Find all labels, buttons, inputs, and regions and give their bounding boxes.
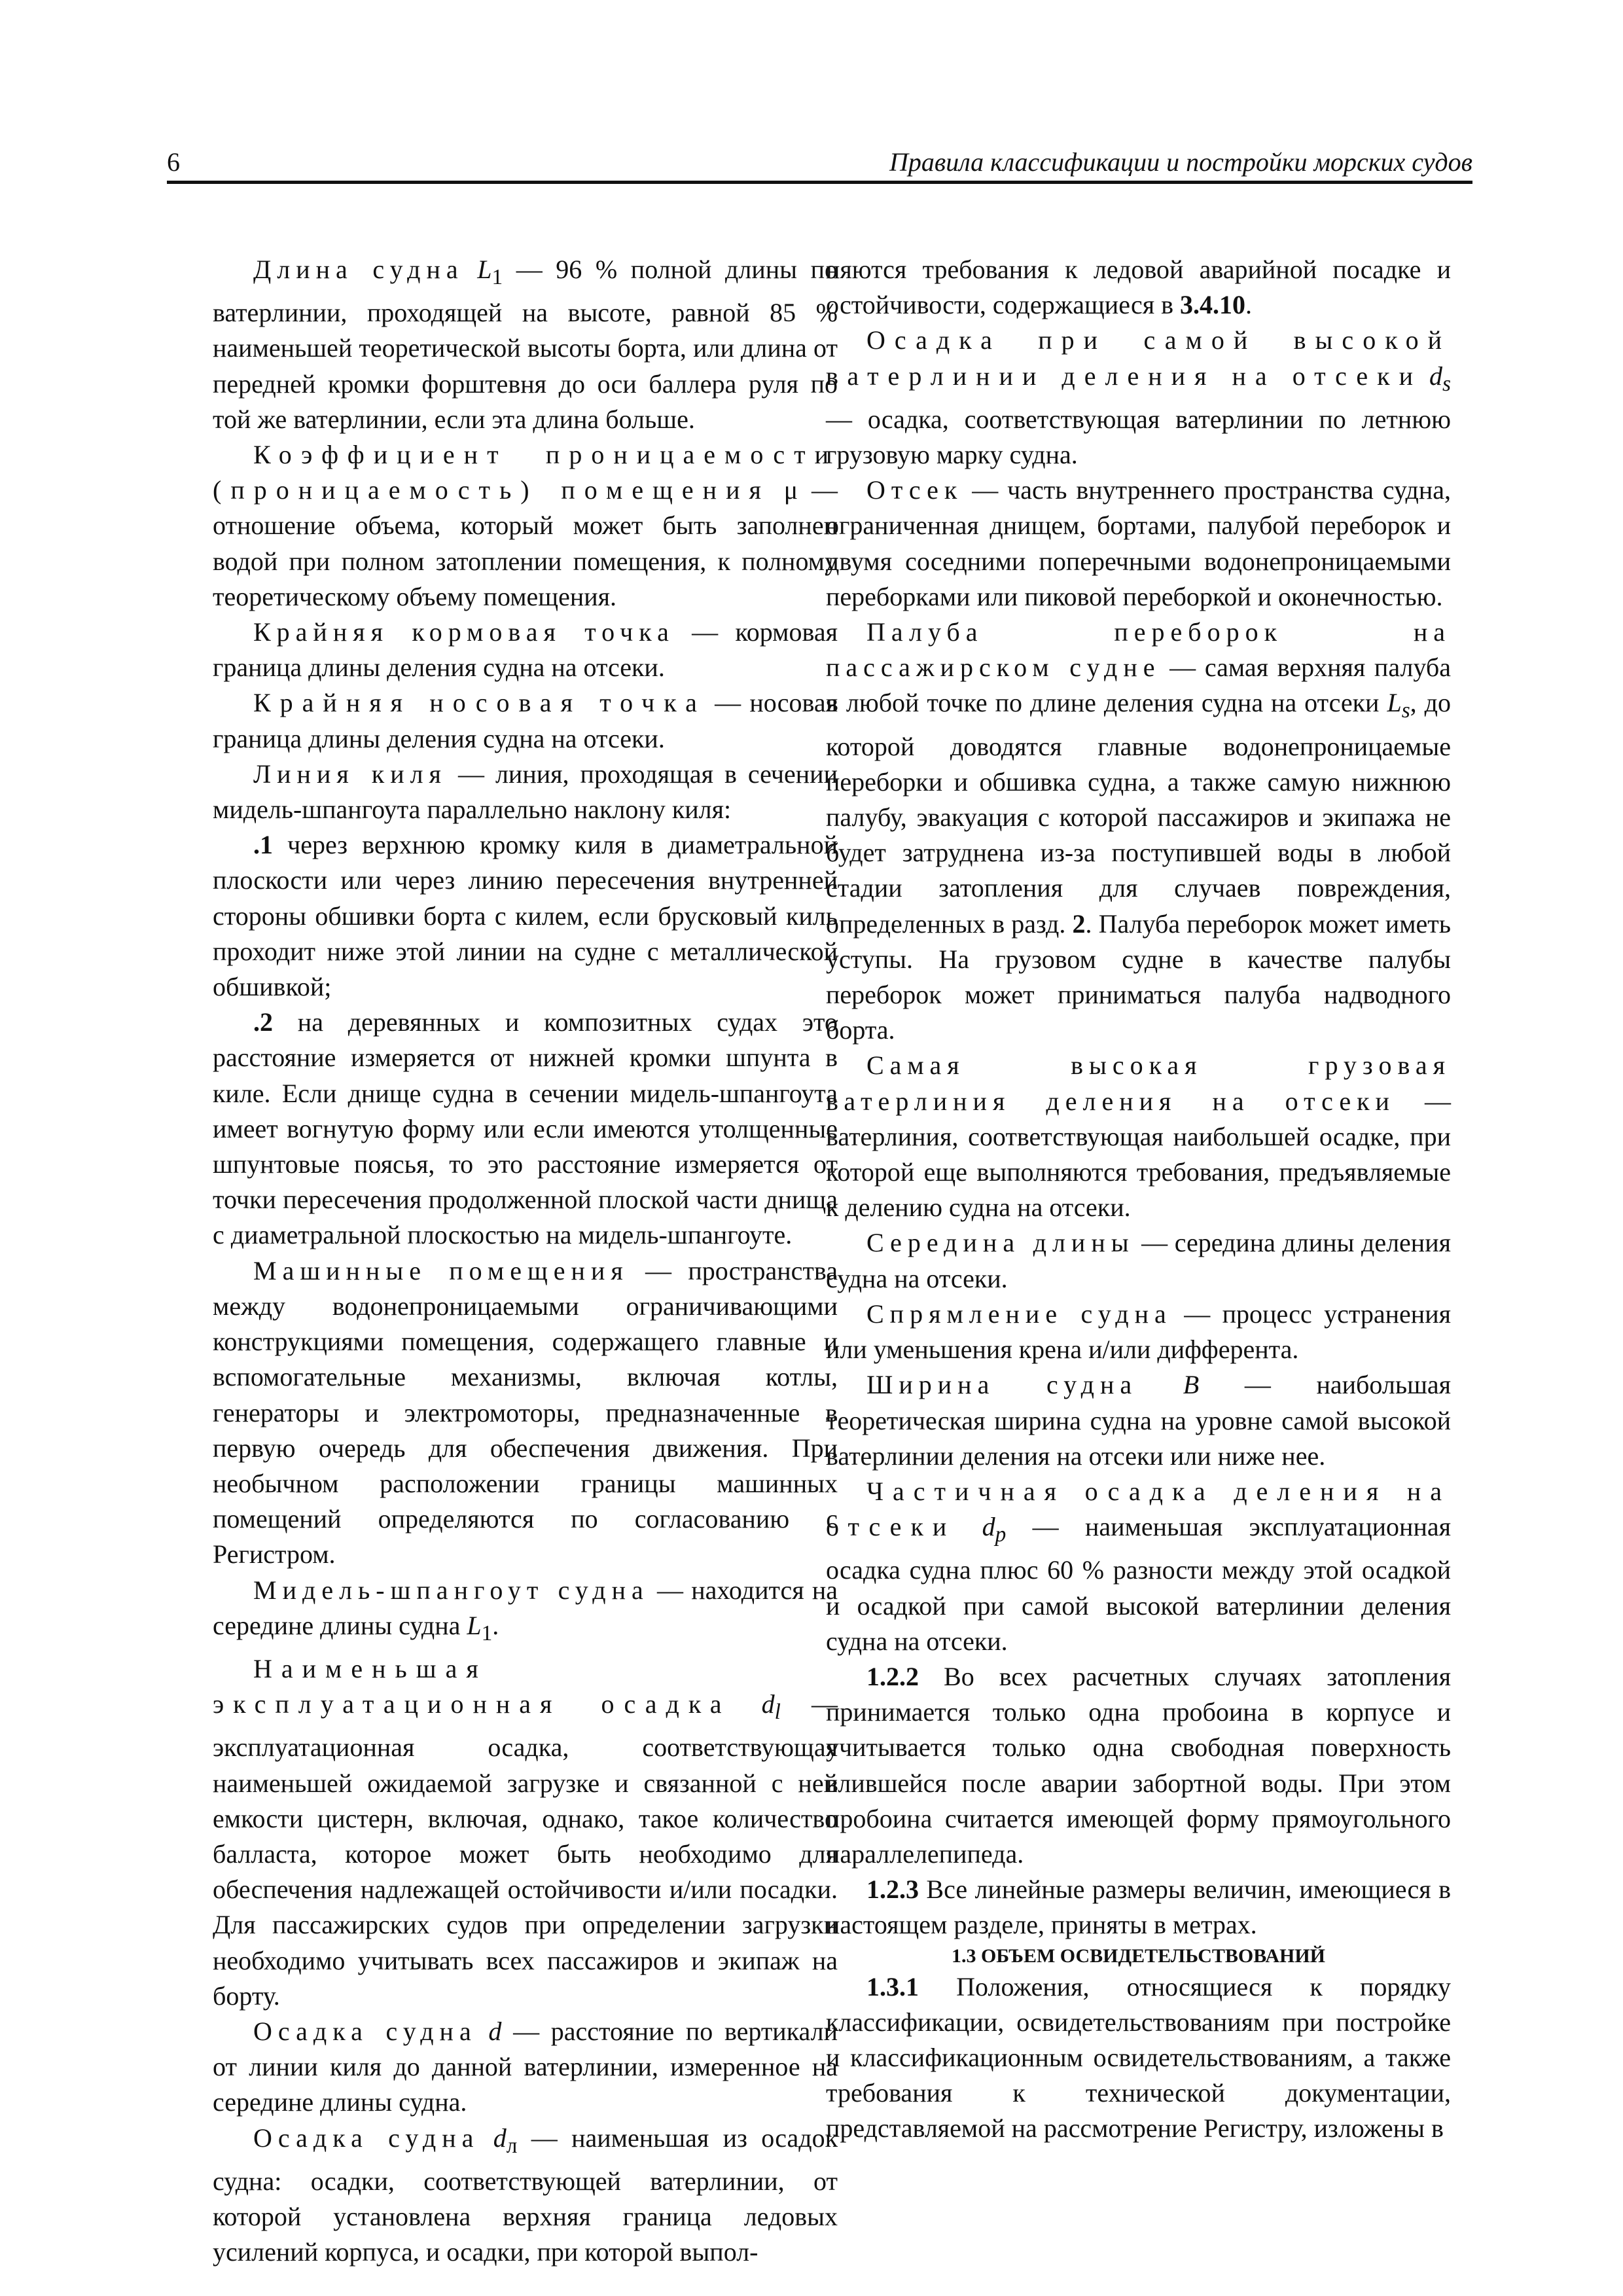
term: Ширина судна xyxy=(866,1370,1138,1400)
variable: d xyxy=(955,1512,995,1542)
definition-text: — находится на середине длины судна xyxy=(213,1575,838,1640)
definition-forward-terminal xyxy=(213,685,838,756)
definition-text: — расстояние по вертикали от линии киля до данной ватерлинии, измеренное на середине длины судна. xyxy=(213,2016,838,2117)
term: Линия киля xyxy=(253,759,447,789)
variable: μ xyxy=(770,475,798,505)
definition-keel-line xyxy=(213,757,838,827)
definition-text: — 96 % полной длины по ватерлинии, проходящей на высоте, равной 85 % наименьшей теоретической высоты борта, или длина от передней кромки форштевня до оси баллера руля по той же ватерлинии, если эта длина больше. xyxy=(213,255,838,434)
page-number: 6 xyxy=(167,147,180,177)
definition-bulkhead-deck xyxy=(826,615,1451,1048)
subscript: 1 xyxy=(491,265,503,289)
term: Спрямление судна xyxy=(866,1299,1172,1329)
definition-ice-draught xyxy=(213,2121,838,2270)
cross-reference: 2 xyxy=(1072,908,1086,939)
term: Осадка судна xyxy=(253,2016,477,2046)
definition-deepest-subdivision-draught xyxy=(826,323,1451,473)
clause-text: Все линейные размеры величин, имеющиеся в настоящем разделе, приняты в метрах. xyxy=(826,1874,1451,1940)
keel-line-item-2 xyxy=(213,1005,838,1253)
paragraph-text: няются требования к ледовой аварийной посадке и остойчивости, содержащиеся в xyxy=(826,255,1451,320)
term: Частичная осадка деления на отсеки xyxy=(826,1476,1451,1542)
keel-line-item-1 xyxy=(213,827,838,1005)
header-rule xyxy=(167,181,1472,184)
clause-1-3-1 xyxy=(826,1969,1451,2147)
running-title: Правила классификации и постройки морских судов xyxy=(889,147,1472,177)
variable: L xyxy=(477,255,492,284)
clause-1-2-3 xyxy=(826,1872,1451,1943)
subscript: л xyxy=(506,2133,518,2158)
variable: B xyxy=(1137,1370,1200,1400)
term: Наименьшая эксплуатационная осадка xyxy=(213,1653,731,1719)
definition-midship xyxy=(213,1573,838,1651)
definition-equalization xyxy=(826,1297,1451,1367)
definition-mid-length xyxy=(826,1225,1451,1296)
term: Крайняя кормовая точка xyxy=(253,617,675,647)
term: Палуба переборок на пассажирском судне xyxy=(826,617,1451,683)
term: Отсек xyxy=(866,475,963,505)
definition-text: — линия, проходящая в сечении мидель-шпангоута параллельно наклону киля: xyxy=(213,759,838,825)
clause-text: Во всех расчетных случаях затопления принимается только одна пробоина в корпусе и учитывается только одна свободная поверхность влившейся после аварии забортной воды. При этом пробоина считается имеющей форму прямоугольного параллелепипеда. xyxy=(826,1661,1451,1869)
subscript: l xyxy=(774,1700,781,1725)
term: Крайняя носовая точка xyxy=(253,688,706,718)
definition-text: — эксплуатационная осадка, соответствующая наименьшей ожидаемой загрузке и связанной с ней емкости цистерн, включая, однако, такое количество балласта, которое может быть необходимо для обеспечения надлежащей остойчивости и/или посадки. Для пассажирских судов при определении загрузки необходимо учитывать всех пассажиров и экипаж на борту. xyxy=(213,1689,838,2011)
clause-number: 1.2.3 xyxy=(866,1874,919,1905)
section-heading: 1.3 ОБЪЕМ ОСВИДЕТЕЛЬСТВОВАНИЙ xyxy=(951,1945,1326,1967)
term: Осадка при самой высокой ватерлинии деления на отсеки xyxy=(826,325,1451,391)
running-head xyxy=(167,143,1472,182)
definition-deepest-subdivision-waterline xyxy=(826,1048,1451,1225)
variable: d xyxy=(1421,361,1443,391)
definition-text-3: . Палуба переборок может иметь уступы. На грузовом судне в качестве палубы переборок может приниматься палуба надводного борта. xyxy=(826,908,1451,1045)
clause-text: Положения, относящиеся к порядку классификации, освидетельствованиям при постройке и классификационным освидетельствованиям, а также требования к технической документации, представляемой на рассмотрение Регистру, изложены в xyxy=(826,1971,1451,2144)
variable: d xyxy=(730,1689,775,1719)
definition-text: — наименьшая из осадок судна: осадки, соответствующей ватерлинии, от которой установлена верхняя граница ледовых усилений корпуса, и осадки, при которой выпол- xyxy=(213,2123,838,2267)
definition-text: — осадка, соответствующая ватерлинии по летнюю грузовую марку судна. xyxy=(826,404,1451,470)
clause-number: 1.2.2 xyxy=(866,1661,919,1691)
definition-text: — ватерлиния, соответствующая наибольшей осадке, при которой еще выполняются требования, предъявляемые к делению судна на отсеки. xyxy=(826,1086,1451,1223)
clause-number: 1.3.1 xyxy=(866,1971,919,2001)
right-column xyxy=(826,252,1451,2147)
term: Коэффициент проницаемости (проницаемость) помещения xyxy=(213,440,838,505)
term: Длина судна xyxy=(253,255,464,284)
variable: L xyxy=(1387,688,1402,718)
definition-machinery-spaces xyxy=(213,1253,838,1573)
definition-text: — отношение объема, который может быть заполнен водой при полном затоплении помещения, к полному теоретическому объему помещения. xyxy=(213,475,838,611)
definition-text: — часть внутреннего пространства судна, ограниченная днищем, бортами, палубой переборок и двумя соседними поперечными водонепроницаемыми переборками или пиковой переборкой и оконечностью. xyxy=(826,475,1451,611)
term: Осадка судна xyxy=(253,2123,480,2153)
variable: d xyxy=(476,2016,502,2046)
term: Машинные помещения xyxy=(253,1255,629,1285)
definition-lightest-draught xyxy=(213,1651,838,2014)
subscript: 1 xyxy=(481,1621,493,1645)
definition-ship-length xyxy=(213,252,838,437)
definition-text-2: , до которой доводятся главные водонепроницаемые переборки и обшивка судна, а также самую нижнюю палубу, эвакуация с которой пассажиров и экипажа не будет затруднена из-за поступившей воды в любой стадии затопления для случаев повреждения, определенных в разд. xyxy=(826,688,1451,939)
definition-aft-terminal xyxy=(213,615,838,685)
definition-draught xyxy=(213,2014,838,2121)
subscript: s xyxy=(1401,698,1410,723)
paragraph-end: . xyxy=(1245,290,1252,320)
variable: L xyxy=(467,1610,482,1640)
definition-compartment xyxy=(826,473,1451,615)
definition-partial-draught xyxy=(826,1474,1451,1659)
definition-permeability xyxy=(213,437,838,615)
clause-1-2-2 xyxy=(826,1659,1451,1872)
definition-text: — процесс устранения или уменьшения крена и/или дифферента. xyxy=(826,1299,1452,1365)
continued-paragraph xyxy=(826,252,1451,323)
definition-breadth xyxy=(826,1367,1451,1474)
definition-text: — наибольшая теоретическая ширина судна на уровне самой высокой ватерлинии деления на отсеки или ниже нее. xyxy=(826,1370,1452,1471)
subscript: p xyxy=(995,1522,1007,1547)
definition-text: — середина длины деления судна на отсеки. xyxy=(826,1228,1451,1293)
definition-text: — кормовая граница длины деления судна на отсеки. xyxy=(213,617,838,683)
definition-text: — носовая граница длины деления судна на отсеки. xyxy=(213,688,838,753)
left-column xyxy=(213,252,838,2270)
definition-end: . xyxy=(492,1610,499,1640)
term: Середина длины xyxy=(866,1228,1135,1258)
definition-text: — пространства между водонепроницаемыми ограничивающими конструкциями помещения, содержащего главные и вспомогательные механизмы, включая котлы, генераторы и электромоторы, предназначенные в первую очередь для обеспечения движения. При необычном расположении границы машинных помещений определяются по согласованию с Регистром. xyxy=(213,1255,838,1570)
item-number: .2 xyxy=(253,1007,273,1037)
subscript: s xyxy=(1442,371,1451,396)
definition-text: — самая верхняя палуба в любой точке по длине деления судна на отсеки xyxy=(826,653,1451,718)
cross-reference: 3.4.10 xyxy=(1179,290,1245,320)
item-number: .1 xyxy=(253,830,273,860)
definition-text: — наименьшая эксплуатационная осадка судна плюс 60 % разности между этой осадкой и осадкой при самой высокой ватерлинии деления судна на отсеки. xyxy=(826,1512,1452,1656)
item-text: через верхнюю кромку киля в диаметральной плоскости или через линию пересечения внутренней стороны обшивки борта с килем, если брусковый киль проходит ниже этой линии на судне с металлической обшивкой; xyxy=(213,830,838,1002)
item-text: на деревянных и композитных судах это расстояние измеряется от нижней кромки шпунта в киле. Если днище судна в сечении мидель-шпангоута имеет вогнутую форму или если имеются утолщенные шпунтовые поясья, то это расстояние измеряется от точки пересечения продолженной плоской части днища с диаметральной плоскостью на мидель-шпангоуте. xyxy=(213,1007,838,1250)
term: Мидель-шпангоут судна xyxy=(253,1575,649,1605)
term: Самая высокая грузовая ватерлиния деления на отсеки xyxy=(826,1050,1451,1116)
variable: d xyxy=(479,2123,507,2153)
